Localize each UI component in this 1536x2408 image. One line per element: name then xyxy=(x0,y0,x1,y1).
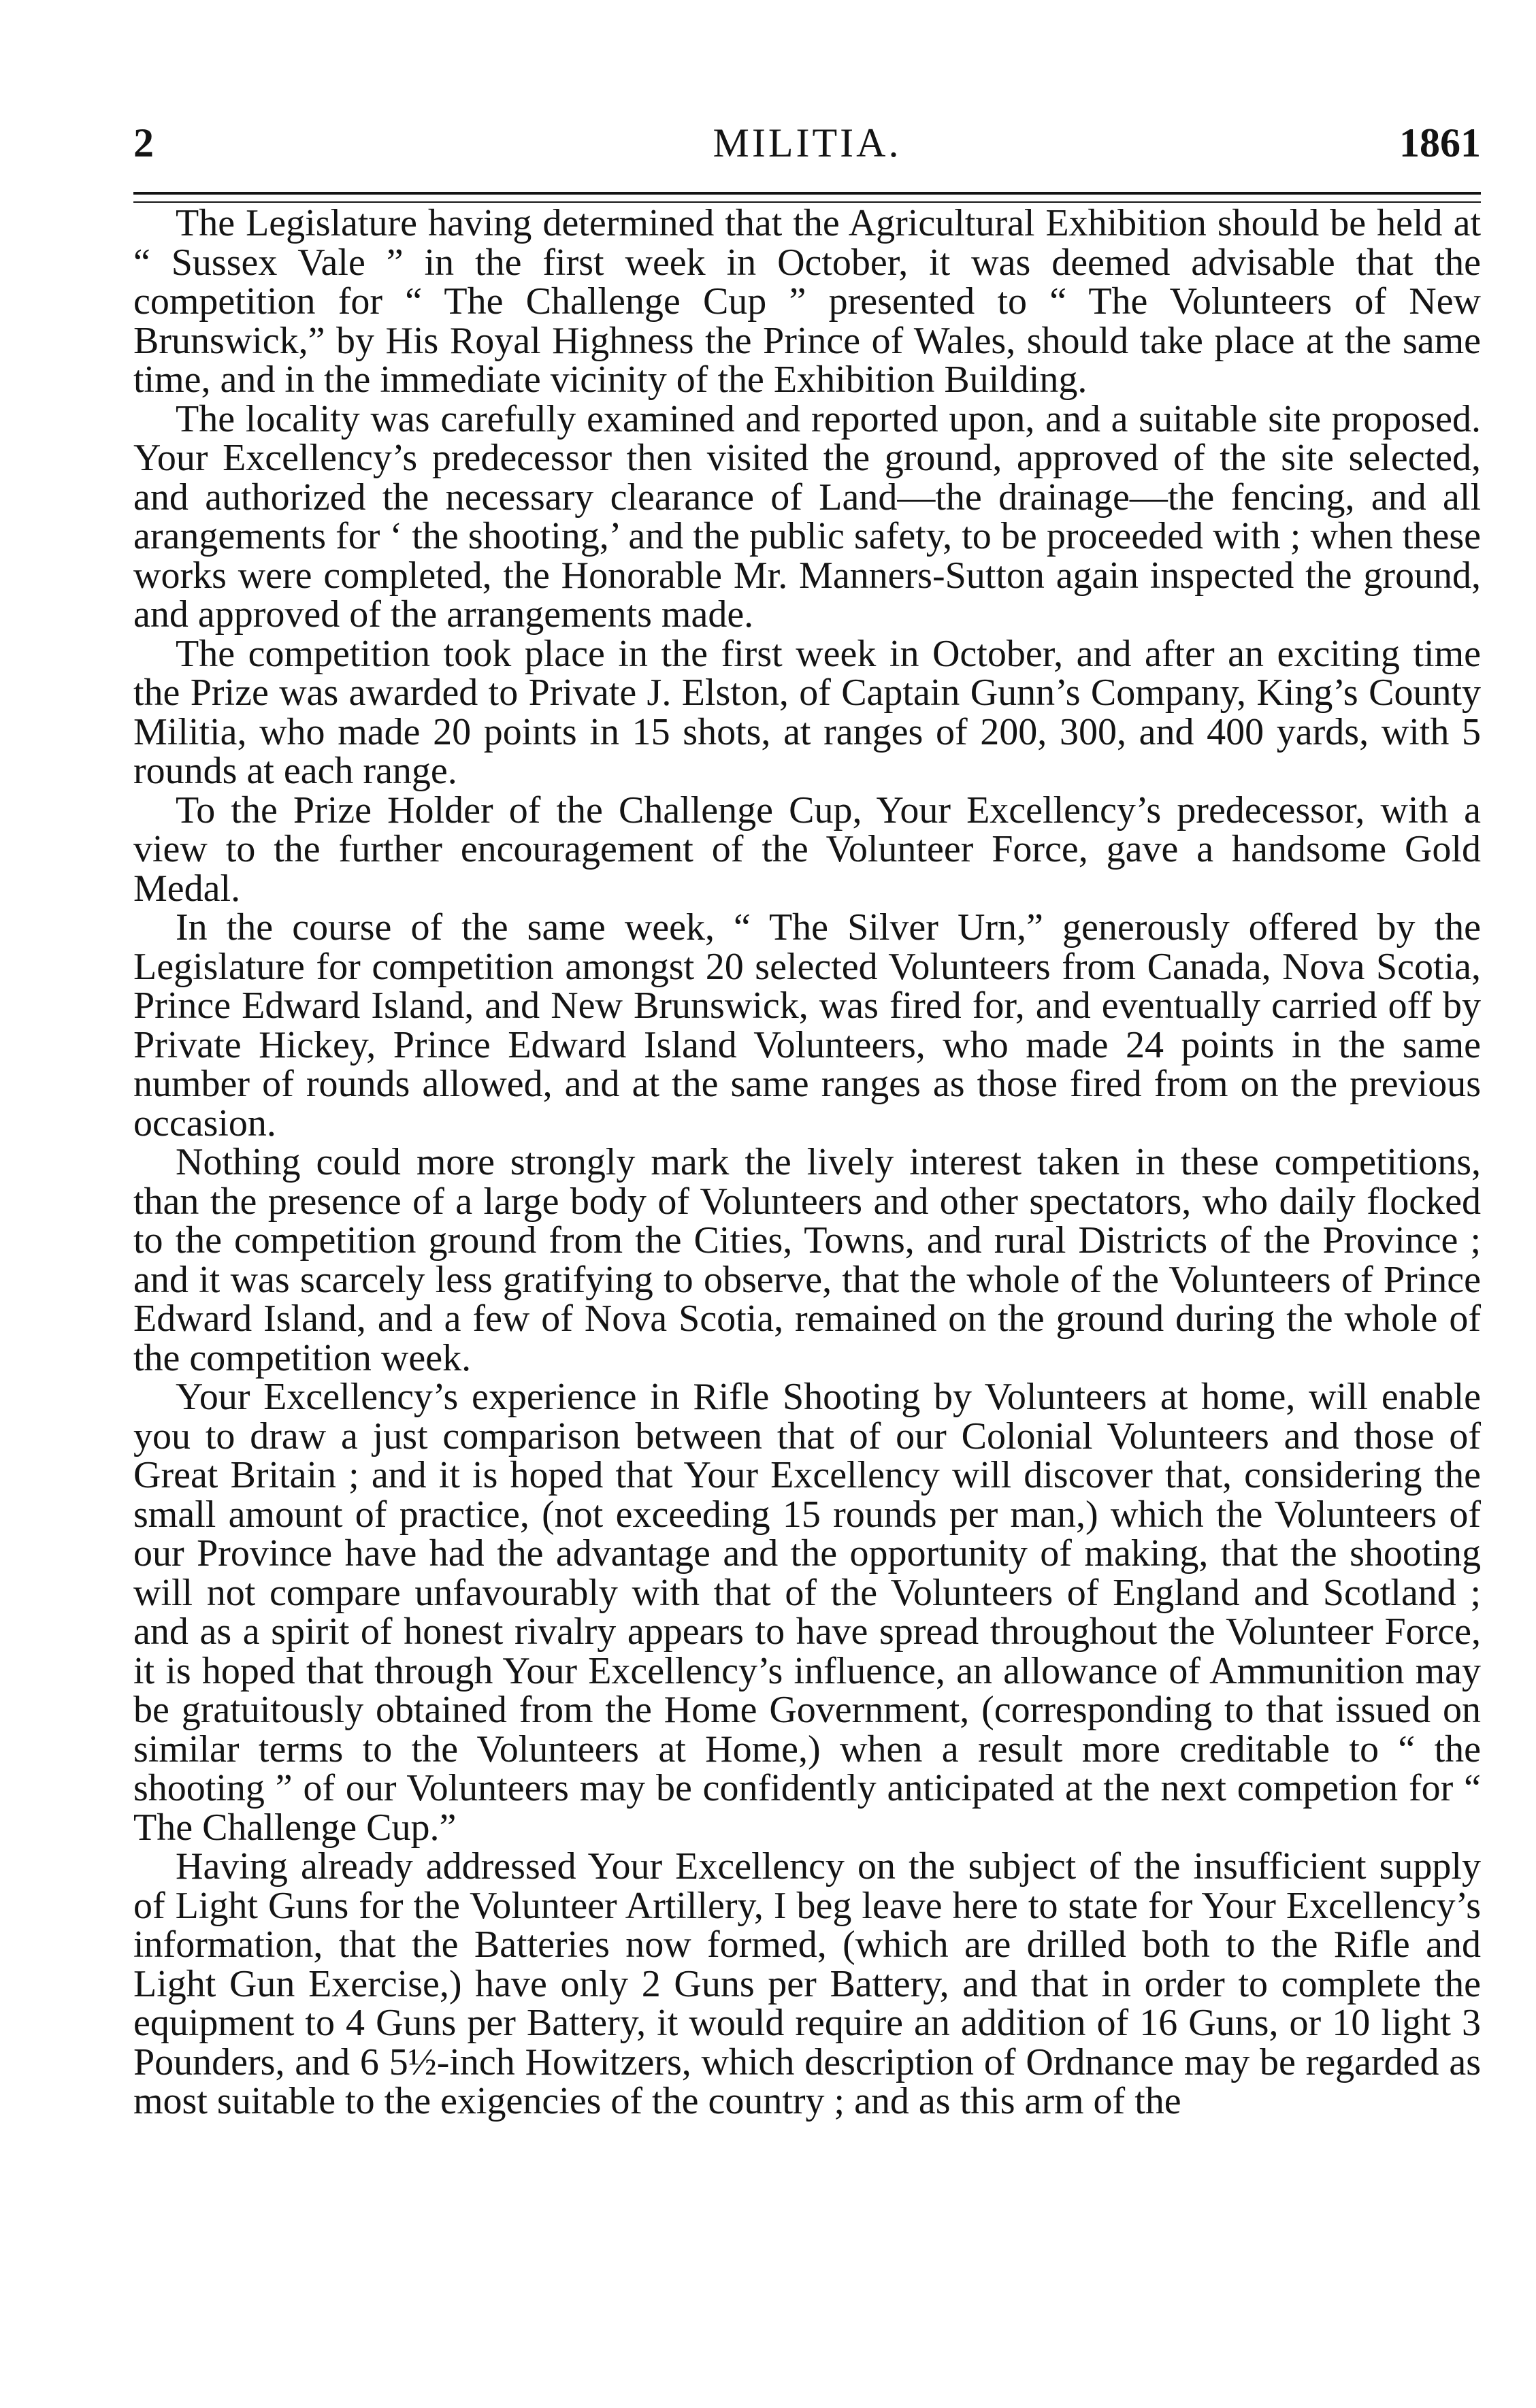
paragraph: Having already addressed Your Excellency on the subject of the insufficient supply of Light Guns for the Volunteer Artillery, I beg leave here to state for Your Excellency’s information, that the Batteries now formed, (which are drilled both to the Rifle and Light Gun Exercise,) have only 2 Guns per Battery, and that in order to complete the equipment to 4 Guns per Battery, it would require an addition of 16 Guns, or 10 light 3 Pounders, and 6 5½-inch Howitzers, which description of Ordnance may be regarded as most suitable to the exigencies of the country ; and as this arm of the xyxy=(133,1845,1481,2122)
paragraph: Nothing could more strongly mark the lively interest taken in these competitions, than the presence of a large body of Volunteers and other spectators, who daily flocked to the competition ground from the Cities, Towns, and rural Districts of the Province ; and it was scarcely less gratifying to observe, that the whole of the Volunteers of Prince Edward Island, and a few of Nova Scotia, remained on the ground during the whole of the competition week. xyxy=(133,1141,1481,1379)
paragraph: In the course of the same week, “ The Silver Urn,” generously offered by the Legislature for competition amongst 20 selected Volunteers from Canada, Nova Scotia, Prince Edward Island, and New Brunswick, was fired for, and eventually carried off by Private Hickey, Prince Edward Island Volunteers, who made 24 points in the same number of rounds allowed, and at the same ranges as those fired from on the previous occasion. xyxy=(133,906,1481,1144)
paragraph: Your Excellency’s experience in Rifle Shooting by Volunteers at home, will enable you to draw a just comparison between that of our Colonial Volunteers and those of Great Britain ; and it is hoped that Your Excellency will discover that, considering the small amount of practice, (not exceeding 15 rounds per man,) which the Volunteers of our Province have had the advantage and the opportunity of making, that the shooting will not compare unfavourably with that of the Volunteers of England and Scotland ; and as a spirit of honest rivalry appears to have spread throughout the Volunteer Force, it is hoped that through Your Excellency’s influence, an allowance of Ammunition may be gratuitously obtained from the Home Government, (corresponding to that issued on similar terms to the Volunteers at Home,) when a result more creditable to “ the shooting ” of our Volunteers may be confidently anticipated at the next competion for “ The Challenge Cup.” xyxy=(133,1376,1481,1849)
page-number: 2 xyxy=(133,120,154,165)
page-header xyxy=(133,120,1481,174)
body-text xyxy=(133,204,1481,2122)
running-title: MILITIA. xyxy=(713,120,902,165)
header-year: 1861 xyxy=(1399,120,1481,165)
paragraph: The Legislature having determined that the Agricultural Exhibition should be held at “ Sussex Vale ” in the first week in October, it was deemed advisable that the competition for “ The Challenge Cup ” presented to “ The Volunteers of New Brunswick,” by His Royal Highness the Prince of Wales, should take place at the same time, and in the immediate vicinity of the Exhibition Building. xyxy=(133,202,1481,401)
paragraph: The competition took place in the first week in October, and after an exciting time the Prize was awarded to Private J. Elston, of Captain Gunn’s Company, King’s County Militia, who made 20 points in 15 shots, at ranges of 200, 300, and 400 yards, with 5 rounds at each range. xyxy=(133,632,1481,792)
paragraph: To the Prize Holder of the Challenge Cup, Your Excellency’s predecessor, with a view to the further encouragement of the Volunteer Force, gave a handsome Gold Medal. xyxy=(133,789,1481,910)
paragraph: The locality was carefully examined and reported upon, and a suitable site proposed. Your Excellency’s predecessor then visited the ground, approved of the site selected, and authorized the necessary clearance of Land—the drainage—the fencing, and all arangements for ‘ the shooting,’ and the public safety, to be proceeded with ; when these works were completed, the Honorable Mr. Manners-Sutton again inspected the ground, and approved of the arrangements made. xyxy=(133,397,1481,636)
header-rule xyxy=(133,192,1481,203)
